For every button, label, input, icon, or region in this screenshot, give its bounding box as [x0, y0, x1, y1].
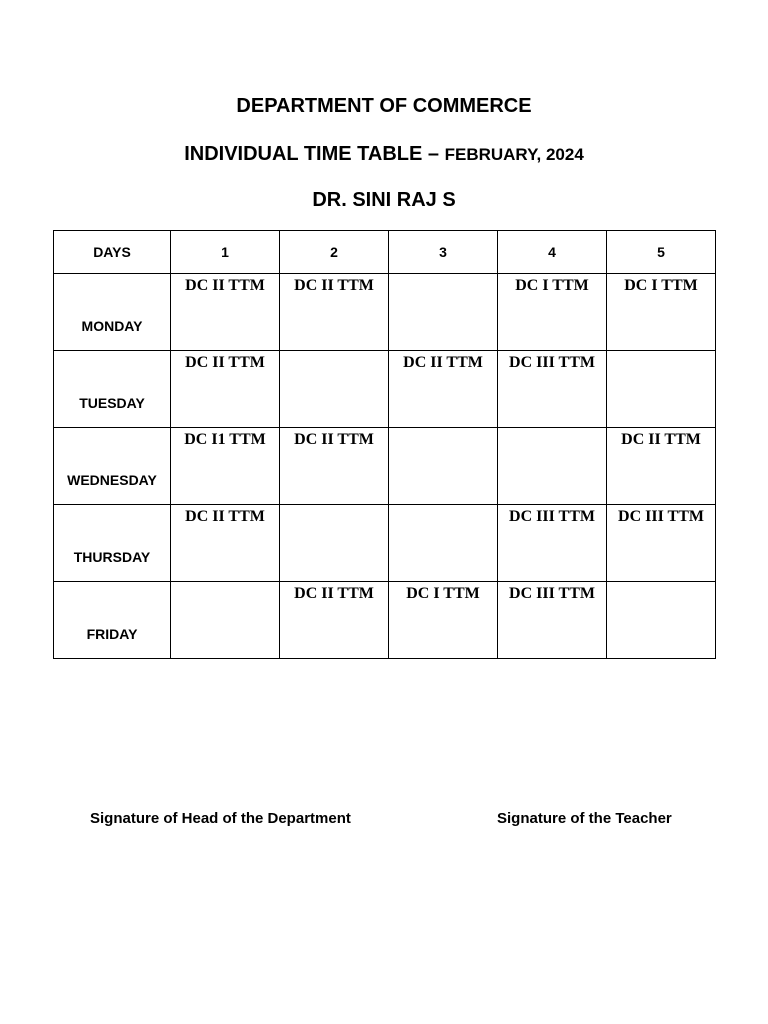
- timetable-header-row: [54, 231, 716, 274]
- slot-cell: [389, 274, 498, 351]
- slot-cell: DC II TTM: [607, 428, 716, 505]
- slot-cell: [607, 351, 716, 428]
- day-cell: TUESDAY: [54, 351, 171, 428]
- slot-cell: DC II TTM: [389, 351, 498, 428]
- hod-signature-label: Signature of Head of the Department: [90, 810, 351, 827]
- department-heading: DEPARTMENT OF COMMERCE: [236, 95, 532, 117]
- slot-cell: DC I TTM: [498, 274, 607, 351]
- timetable-title-month: FEBRUARY, 2024: [444, 145, 584, 164]
- table-row-thursday: [54, 505, 716, 582]
- header-cell-period-4: 4: [498, 231, 607, 274]
- teacher-name: DR. SINI RAJ S: [312, 189, 456, 211]
- header-cell-period-3: 3: [389, 231, 498, 274]
- timetable-title-main: INDIVIDUAL TIME TABLE –: [184, 143, 440, 165]
- slot-cell: DC II TTM: [171, 274, 280, 351]
- slot-cell: DC III TTM: [498, 351, 607, 428]
- timetable-title: [0, 143, 768, 166]
- header-cell-period-5: 5: [607, 231, 716, 274]
- day-cell: THURSDAY: [54, 505, 171, 582]
- slot-cell: DC III TTM: [498, 505, 607, 582]
- slot-cell: DC I1 TTM: [171, 428, 280, 505]
- header-cell-period-2: 2: [280, 231, 389, 274]
- slot-cell: DC I TTM: [389, 582, 498, 659]
- slot-cell: [389, 505, 498, 582]
- teacher-signature-label: Signature of the Teacher: [497, 810, 672, 827]
- header-cell-period-1: 1: [171, 231, 280, 274]
- slot-cell: DC I TTM: [607, 274, 716, 351]
- slot-cell: DC III TTM: [498, 582, 607, 659]
- slot-cell: [280, 351, 389, 428]
- slot-cell: [280, 505, 389, 582]
- day-cell: WEDNESDAY: [54, 428, 171, 505]
- table-row-tuesday: [54, 351, 716, 428]
- table-row-monday: [54, 274, 716, 351]
- header-cell-days: DAYS: [54, 231, 171, 274]
- slot-cell: [498, 428, 607, 505]
- day-cell: MONDAY: [54, 274, 171, 351]
- slot-cell: DC II TTM: [171, 505, 280, 582]
- slot-cell: DC II TTM: [280, 274, 389, 351]
- timetable: [53, 230, 716, 659]
- slot-cell: [171, 582, 280, 659]
- table-row-friday: [54, 582, 716, 659]
- slot-cell: DC II TTM: [280, 428, 389, 505]
- slot-cell: DC III TTM: [607, 505, 716, 582]
- slot-cell: [389, 428, 498, 505]
- table-row-wednesday: [54, 428, 716, 505]
- slot-cell: DC II TTM: [280, 582, 389, 659]
- slot-cell: DC II TTM: [171, 351, 280, 428]
- day-cell: FRIDAY: [54, 582, 171, 659]
- slot-cell: [607, 582, 716, 659]
